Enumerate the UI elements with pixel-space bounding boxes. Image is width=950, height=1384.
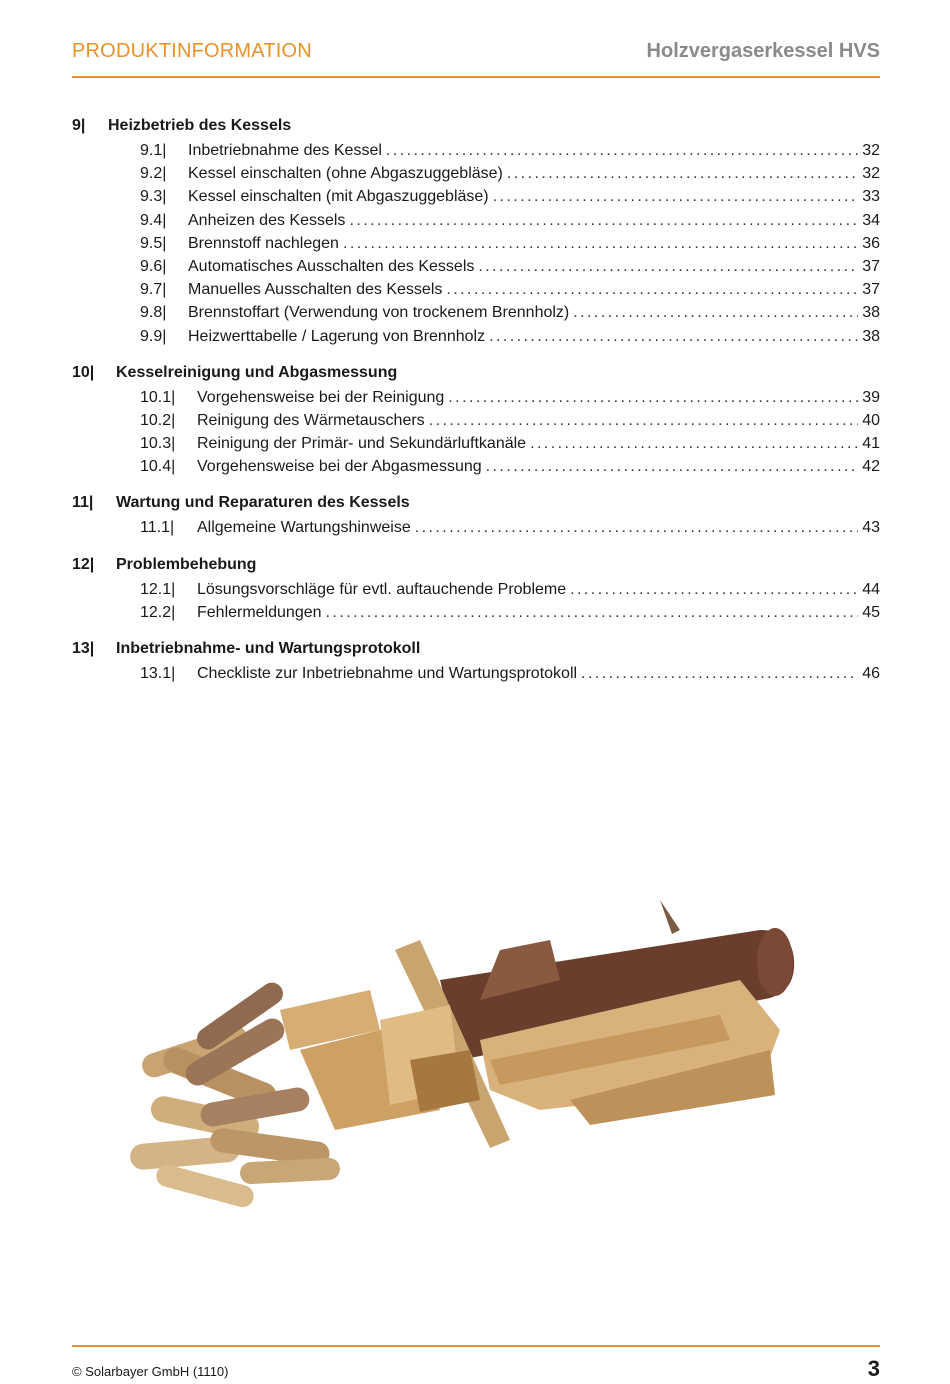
toc-entry-page: 44 xyxy=(862,580,880,598)
header-category: PRODUKTINFORMATION xyxy=(72,40,312,62)
toc-dot-leader xyxy=(573,301,858,324)
toc-entry-number: 10.2| xyxy=(140,411,176,429)
toc-entry-title: Fehlermeldungen xyxy=(197,603,322,621)
toc-section-heading xyxy=(72,551,880,578)
header-product-title: Holzvergaserkessel HVS xyxy=(646,40,880,62)
toc-section-number: 9| xyxy=(72,117,86,134)
toc-entry-title: Lösungsvorschläge für evtl. auftauchende Probleme xyxy=(197,580,567,598)
toc-section xyxy=(72,489,880,539)
toc-entry-number: 9.3| xyxy=(140,188,167,206)
toc-entry-page: 46 xyxy=(862,665,880,682)
toc-entry-page: 33 xyxy=(862,188,880,206)
toc-entry-number: 12.1| xyxy=(140,580,176,598)
toc-entry-title: Automatisches Ausschalten des Kessels xyxy=(188,257,475,275)
toc-section xyxy=(72,551,880,624)
toc-entry-page: 40 xyxy=(862,411,880,429)
toc-entry-page: 32 xyxy=(862,142,880,159)
toc-section-number: 10| xyxy=(72,363,95,381)
toc-section-number: 12| xyxy=(72,555,95,573)
toc-entry-page: 32 xyxy=(862,165,880,183)
toc-entry[interactable] xyxy=(72,301,880,324)
toc-section-heading xyxy=(72,635,880,662)
toc-section xyxy=(72,359,880,479)
toc-section xyxy=(72,112,880,348)
toc-dot-leader xyxy=(530,432,858,455)
toc-entry-title: Checkliste zur Inbetriebnahme und Wartungsprotokoll xyxy=(197,665,578,682)
toc-entry-number: 9.1| xyxy=(140,142,167,159)
toc-entry-title: Reinigung der Primär- und Sekundärluftkanäle xyxy=(197,435,527,453)
toc-entry-title: Reinigung des Wärmetauschers xyxy=(197,411,425,429)
table-of-contents xyxy=(72,112,880,696)
firewood-pile-icon xyxy=(120,890,810,1220)
toc-dot-leader xyxy=(446,278,858,301)
toc-entry-title: Brennstoffart (Verwendung von trockenem Brennholz) xyxy=(188,304,570,322)
toc-dot-leader xyxy=(326,601,859,624)
toc-entry-number: 9.2| xyxy=(140,165,167,183)
toc-entry-number: 9.8| xyxy=(140,304,167,322)
toc-section-title: Problembehebung xyxy=(116,555,257,573)
toc-entry-page: 36 xyxy=(862,234,880,252)
toc-section-title: Heizbetrieb des Kessels xyxy=(108,117,292,134)
toc-entry-page: 39 xyxy=(862,388,880,406)
toc-entry-title: Inbetriebnahme des Kessel xyxy=(188,142,382,159)
toc-entry-number: 10.1| xyxy=(140,388,176,406)
toc-entry[interactable] xyxy=(72,601,880,624)
toc-entry-number: 13.1| xyxy=(140,665,176,682)
toc-entry[interactable] xyxy=(72,578,880,601)
toc-dot-leader xyxy=(489,325,858,348)
toc-entry-title: Manuelles Ausschalten des Kessels xyxy=(188,281,443,299)
toc-section-heading xyxy=(72,489,880,516)
toc-entry-number: 10.3| xyxy=(140,435,176,453)
toc-entry-page: 45 xyxy=(862,603,880,621)
toc-entry-page: 37 xyxy=(862,281,880,299)
toc-section-number: 13| xyxy=(72,640,95,657)
toc-entry[interactable] xyxy=(72,255,880,278)
toc-section-title: Inbetriebnahme- und Wartungsprotokoll xyxy=(116,640,421,657)
toc-section-title: Kesselreinigung und Abgasmessung xyxy=(116,363,398,381)
toc-entry-page: 43 xyxy=(862,519,880,537)
header-divider xyxy=(72,76,880,78)
toc-entry-page: 37 xyxy=(862,257,880,275)
toc-dot-leader xyxy=(429,409,859,432)
toc-entry-number: 9.9| xyxy=(140,327,167,345)
toc-entry[interactable] xyxy=(72,409,880,432)
toc-entry-title: Anheizen des Kessels xyxy=(188,211,346,229)
toc-entry-number: 9.5| xyxy=(140,234,167,252)
toc-section-heading xyxy=(72,359,880,386)
toc-entry[interactable] xyxy=(72,278,880,301)
toc-entry-number: 12.2| xyxy=(140,603,176,621)
toc-entry-page: 42 xyxy=(862,458,880,476)
toc-dot-leader xyxy=(386,139,858,162)
toc-entry[interactable] xyxy=(72,139,880,162)
toc-dot-leader xyxy=(570,578,858,601)
page-header xyxy=(72,40,880,78)
toc-entry-number: 11.1| xyxy=(140,519,175,537)
toc-dot-leader xyxy=(478,255,858,278)
toc-entry-number: 9.7| xyxy=(140,281,167,299)
toc-section-heading xyxy=(72,112,880,139)
toc-entry-title: Kessel einschalten (ohne Abgaszuggebläse) xyxy=(188,165,503,183)
toc-entry[interactable] xyxy=(72,516,880,539)
toc-entry-title: Heizwerttabelle / Lagerung von Brennholz xyxy=(188,327,486,345)
footer-copyright: © Solarbayer GmbH (1110) xyxy=(72,1364,229,1379)
toc-dot-leader xyxy=(349,209,858,232)
toc-entry-page: 41 xyxy=(862,435,880,453)
toc-section-number: 11| xyxy=(72,494,94,512)
toc-entry[interactable] xyxy=(72,185,880,208)
toc-entry[interactable] xyxy=(72,432,880,455)
toc-dot-leader xyxy=(581,662,858,685)
toc-dot-leader xyxy=(493,185,859,208)
toc-entry-number: 9.4| xyxy=(140,211,167,229)
toc-entry[interactable] xyxy=(72,662,880,685)
toc-entry-page: 38 xyxy=(862,304,880,322)
toc-entry[interactable] xyxy=(72,455,880,478)
toc-dot-leader xyxy=(448,386,858,409)
toc-entry-title: Vorgehensweise bei der Abgasmessung xyxy=(197,458,482,476)
toc-entry-page: 38 xyxy=(862,327,880,345)
toc-entry[interactable] xyxy=(72,232,880,255)
toc-entry-title: Allgemeine Wartungshinweise xyxy=(197,519,411,537)
toc-dot-leader xyxy=(507,162,858,185)
toc-entry[interactable] xyxy=(72,386,880,409)
toc-entry[interactable] xyxy=(72,209,880,232)
toc-entry-number: 9.6| xyxy=(140,257,167,275)
toc-entry-title: Vorgehensweise bei der Reinigung xyxy=(197,388,445,406)
toc-entry-title: Brennstoff nachlegen xyxy=(188,234,339,252)
toc-entry-number: 10.4| xyxy=(140,458,176,476)
toc-dot-leader xyxy=(343,232,858,255)
footer-page-number: 3 xyxy=(867,1356,880,1381)
toc-dot-leader xyxy=(486,455,859,478)
toc-dot-leader xyxy=(415,516,858,539)
toc-section xyxy=(72,635,880,685)
toc-section-title: Wartung und Reparaturen des Kessels xyxy=(116,494,410,512)
toc-entry-page: 34 xyxy=(862,211,880,229)
toc-entry[interactable] xyxy=(72,325,880,348)
toc-entry-title: Kessel einschalten (mit Abgaszuggebläse) xyxy=(188,188,489,206)
footer-divider xyxy=(72,1345,880,1347)
toc-entry[interactable] xyxy=(72,162,880,185)
